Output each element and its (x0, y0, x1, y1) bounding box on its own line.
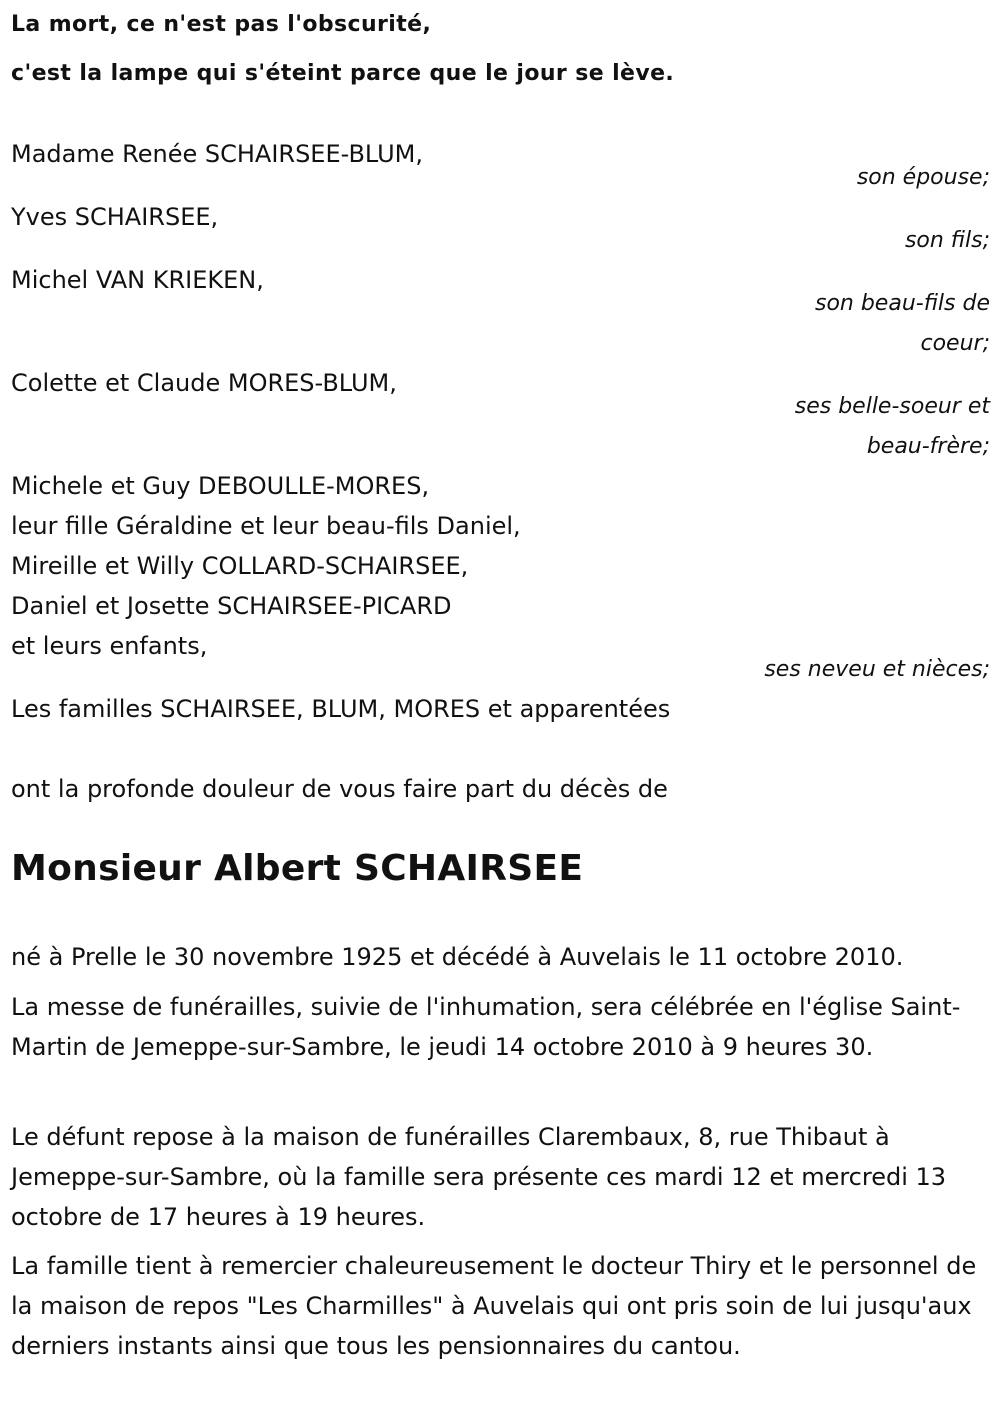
nephew-line: et leurs enfants, (11, 632, 208, 660)
stepson-name: Michel VAN KRIEKEN, (11, 266, 264, 294)
thanks-paragraph: La famille tient à remercier chaleureusement le docteur Thiry et le personnel de la maison de repos "Les Charmilles" à Auvelais qui ont pris soin de lui jusqu'aux derniers instants ainsi que tous les pensionnaires du cantou. (11, 1252, 977, 1360)
inlaws-role-line-1: ses belle-soeur et (794, 394, 990, 419)
wife-name: Madame Renée SCHAIRSEE-BLUM, (11, 140, 423, 168)
epigraph-line-1: La mort, ce n'est pas l'obscurité, (11, 12, 432, 37)
nephew-line: leur fille Géraldine et leur beau-fils Daniel, (11, 512, 521, 540)
announcement-line: ont la profonde douleur de vous faire part du décès de (11, 775, 668, 803)
inlaws-name: Colette et Claude MORES-BLUM, (11, 369, 397, 397)
nephew-line: Michele et Guy DEBOULLE-MORES, (11, 472, 430, 500)
epigraph-line-2: c'est la lampe qui s'éteint parce que le jour se lève. (11, 61, 675, 86)
stepson-role-line-2: coeur; (920, 331, 990, 356)
rests-at-paragraph: Le défunt repose à la maison de funérailles Clarembaux, 8, rue Thibaut à Jemeppe-sur-Sambre, où la famille sera présente ces mardi 12 et mercredi 13 octobre de 17 heures à 19 heures. (11, 1123, 947, 1231)
birth-death-paragraph: né à Prelle le 30 novembre 1925 et décédé à Auvelais le 11 octobre 2010. (11, 943, 904, 971)
deceased-name: Monsieur Albert SCHAIRSEE (11, 848, 584, 889)
funeral-mass-paragraph: La messe de funérailles, suivie de l'inhumation, sera célébrée en l'église Saint-Martin de Jemeppe-sur-Sambre, le jeudi 14 octobre 2010 à 9 heures 30. (11, 993, 961, 1061)
son-name: Yves SCHAIRSEE, (11, 203, 219, 231)
wife-role: son épouse; (856, 165, 990, 190)
nephew-line: Mireille et Willy COLLARD-SCHAIRSEE, (11, 552, 469, 580)
nephews-role: ses neveu et nièces; (764, 657, 990, 682)
inlaws-role-line-2: beau-frère; (866, 434, 990, 459)
nephew-line: Daniel et Josette SCHAIRSEE-PICARD (11, 592, 452, 620)
stepson-role-line-1: son beau-fils de (814, 291, 990, 316)
son-role: son fils; (904, 228, 990, 253)
families-line: Les familles SCHAIRSEE, BLUM, MORES et apparentées (11, 695, 671, 723)
